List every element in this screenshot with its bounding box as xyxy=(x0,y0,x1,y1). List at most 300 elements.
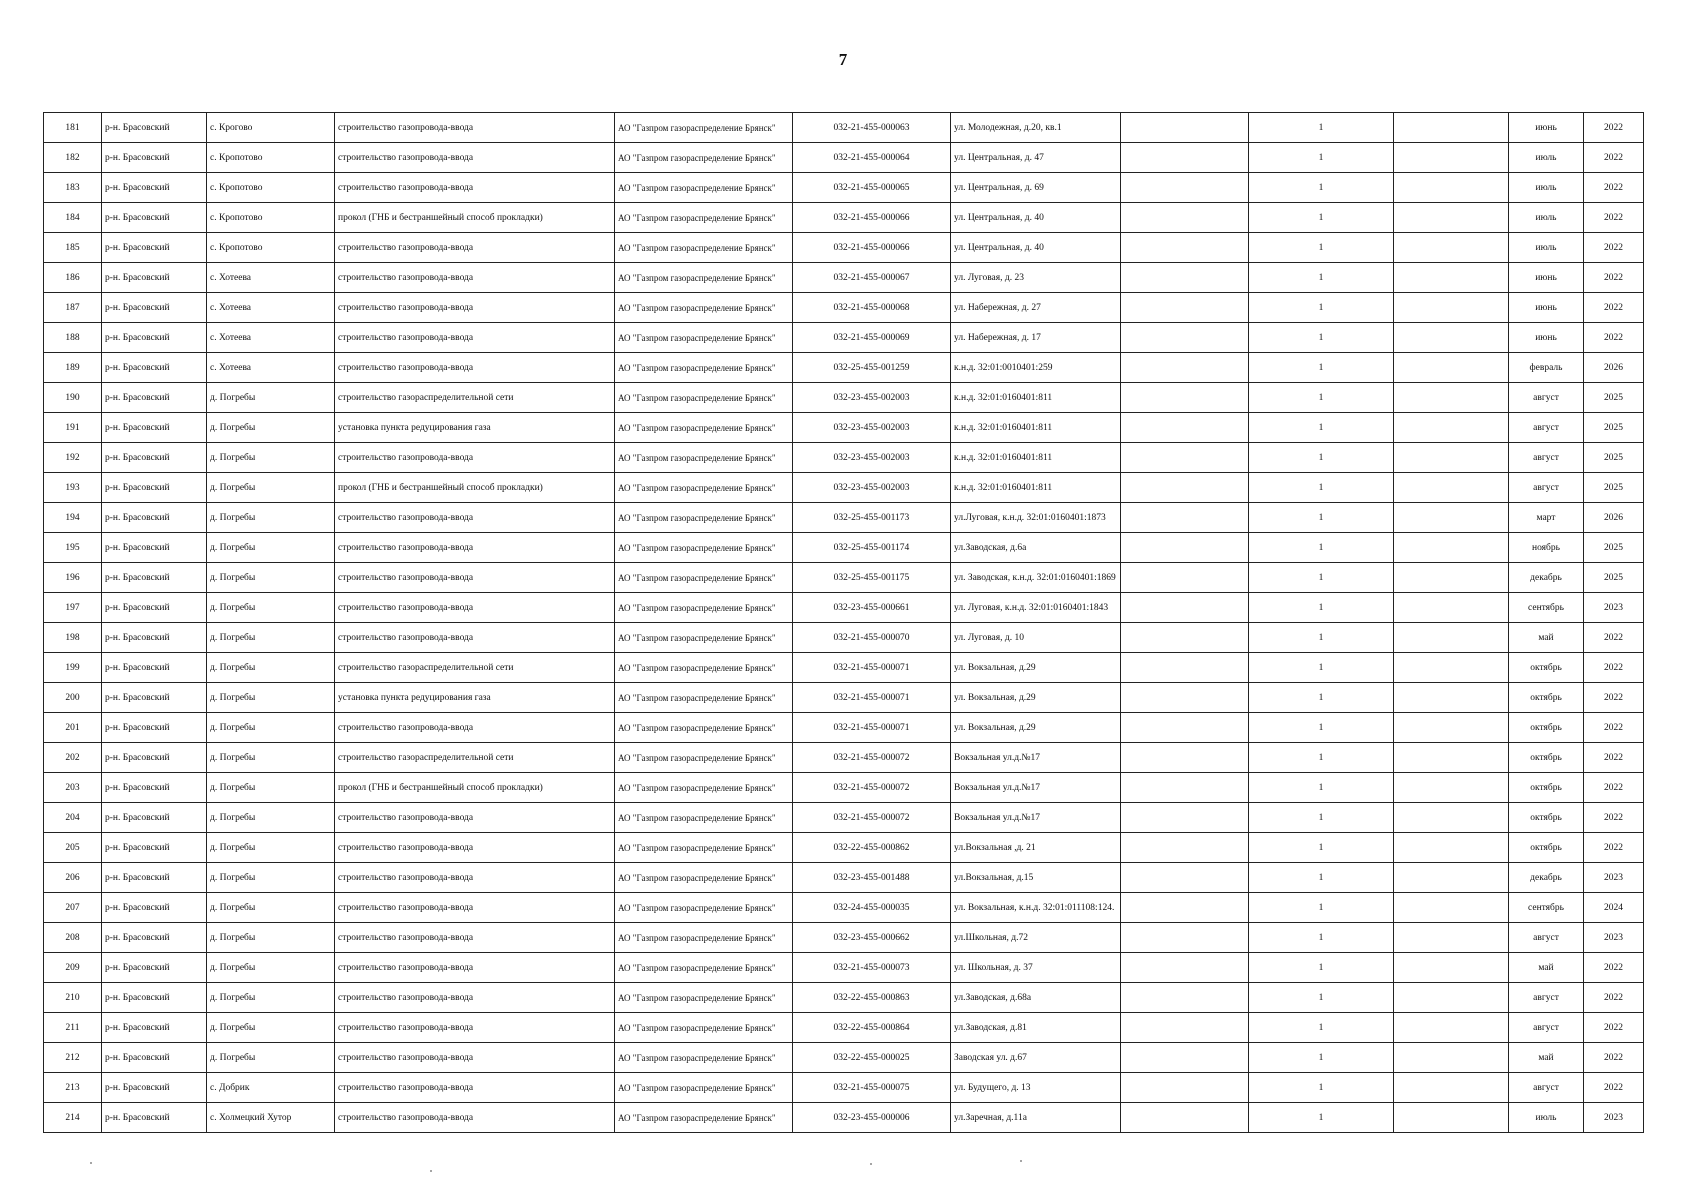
empty-cell xyxy=(1394,803,1509,833)
work-type-cell: прокол (ГНБ и бестраншейный способ прокладки) xyxy=(335,773,615,803)
year-cell: 2025 xyxy=(1584,413,1644,443)
address-cell: ул. Набережная, д. 17 xyxy=(951,323,1121,353)
locality-cell: с. Кропотово xyxy=(207,143,335,173)
empty-cell xyxy=(1394,443,1509,473)
year-cell: 2022 xyxy=(1584,833,1644,863)
empty-cell xyxy=(1121,473,1249,503)
table-row xyxy=(44,893,1644,923)
quantity-cell: 1 xyxy=(1249,503,1394,533)
table-row xyxy=(44,1073,1644,1103)
empty-cell xyxy=(1394,863,1509,893)
locality-cell: д. Погребы xyxy=(207,563,335,593)
table-row xyxy=(44,833,1644,863)
empty-cell xyxy=(1121,653,1249,683)
organization-cell: АО "Газпром газораспределение Брянск" xyxy=(615,803,793,833)
district-cell: р-н. Брасовский xyxy=(102,893,207,923)
district-cell: р-н. Брасовский xyxy=(102,593,207,623)
row-number-cell: 202 xyxy=(44,743,102,773)
work-type-cell: строительство газопровода-ввода xyxy=(335,263,615,293)
work-type-cell: строительство газопровода-ввода xyxy=(335,143,615,173)
row-number-cell: 186 xyxy=(44,263,102,293)
district-cell: р-н. Брасовский xyxy=(102,203,207,233)
address-cell: ул.Заводская, д.81 xyxy=(951,1013,1121,1043)
quantity-cell: 1 xyxy=(1249,233,1394,263)
work-type-cell: строительство газопровода-ввода xyxy=(335,833,615,863)
table-row xyxy=(44,263,1644,293)
quantity-cell: 1 xyxy=(1249,653,1394,683)
work-type-cell: прокол (ГНБ и бестраншейный способ прокладки) xyxy=(335,203,615,233)
quantity-cell: 1 xyxy=(1249,893,1394,923)
quantity-cell: 1 xyxy=(1249,293,1394,323)
month-cell: июнь xyxy=(1509,323,1584,353)
quantity-cell: 1 xyxy=(1249,473,1394,503)
month-cell: февраль xyxy=(1509,353,1584,383)
empty-cell xyxy=(1394,143,1509,173)
locality-cell: д. Погребы xyxy=(207,1043,335,1073)
organization-cell: АО "Газпром газораспределение Брянск" xyxy=(615,233,793,263)
empty-cell xyxy=(1394,113,1509,143)
table-row xyxy=(44,293,1644,323)
district-cell: р-н. Брасовский xyxy=(102,413,207,443)
quantity-cell: 1 xyxy=(1249,1043,1394,1073)
object-code-cell: 032-23-455-002003 xyxy=(793,383,951,413)
row-number-cell: 192 xyxy=(44,443,102,473)
month-cell: май xyxy=(1509,623,1584,653)
object-code-cell: 032-21-455-000066 xyxy=(793,233,951,263)
district-cell: р-н. Брасовский xyxy=(102,1103,207,1133)
empty-cell xyxy=(1394,773,1509,803)
locality-cell: д. Погребы xyxy=(207,593,335,623)
object-code-cell: 032-22-455-000863 xyxy=(793,983,951,1013)
table-row xyxy=(44,233,1644,263)
object-code-cell: 032-23-455-000006 xyxy=(793,1103,951,1133)
month-cell: август xyxy=(1509,983,1584,1013)
year-cell: 2022 xyxy=(1584,203,1644,233)
locality-cell: д. Погребы xyxy=(207,383,335,413)
address-cell: ул.Заводская, д.68а xyxy=(951,983,1121,1013)
object-code-cell: 032-22-455-000862 xyxy=(793,833,951,863)
locality-cell: д. Погребы xyxy=(207,1013,335,1043)
locality-cell: д. Погребы xyxy=(207,533,335,563)
month-cell: октябрь xyxy=(1509,743,1584,773)
organization-cell: АО "Газпром газораспределение Брянск" xyxy=(615,623,793,653)
district-cell: р-н. Брасовский xyxy=(102,923,207,953)
address-cell: к.н.д. 32:01:0160401:811 xyxy=(951,443,1121,473)
empty-cell xyxy=(1394,353,1509,383)
work-type-cell: строительство газопровода-ввода xyxy=(335,443,615,473)
locality-cell: д. Погребы xyxy=(207,773,335,803)
quantity-cell: 1 xyxy=(1249,203,1394,233)
year-cell: 2023 xyxy=(1584,923,1644,953)
address-cell: Заводская ул. д.67 xyxy=(951,1043,1121,1073)
locality-cell: д. Погребы xyxy=(207,653,335,683)
address-cell: ул. Будущего, д. 13 xyxy=(951,1073,1121,1103)
work-type-cell: строительство газопровода-ввода xyxy=(335,1013,615,1043)
table-row xyxy=(44,473,1644,503)
table-row xyxy=(44,983,1644,1013)
table-row xyxy=(44,503,1644,533)
empty-cell xyxy=(1121,1013,1249,1043)
empty-cell xyxy=(1121,893,1249,923)
organization-cell: АО "Газпром газораспределение Брянск" xyxy=(615,1013,793,1043)
work-type-cell: строительство газопровода-ввода xyxy=(335,503,615,533)
row-number-cell: 184 xyxy=(44,203,102,233)
table-row xyxy=(44,1043,1644,1073)
year-cell: 2025 xyxy=(1584,473,1644,503)
month-cell: октябрь xyxy=(1509,653,1584,683)
address-cell: ул. Луговая, д. 23 xyxy=(951,263,1121,293)
district-cell: р-н. Брасовский xyxy=(102,113,207,143)
empty-cell xyxy=(1121,233,1249,263)
district-cell: р-н. Брасовский xyxy=(102,983,207,1013)
empty-cell xyxy=(1121,713,1249,743)
work-type-cell: строительство газопровода-ввода xyxy=(335,923,615,953)
empty-cell xyxy=(1121,263,1249,293)
table-row xyxy=(44,743,1644,773)
row-number-cell: 214 xyxy=(44,1103,102,1133)
quantity-cell: 1 xyxy=(1249,803,1394,833)
quantity-cell: 1 xyxy=(1249,1013,1394,1043)
address-cell: ул. Центральная, д. 47 xyxy=(951,143,1121,173)
empty-cell xyxy=(1394,323,1509,353)
empty-cell xyxy=(1394,293,1509,323)
address-cell: ул.Заводская, д.6а xyxy=(951,533,1121,563)
locality-cell: с. Кропотово xyxy=(207,173,335,203)
empty-cell xyxy=(1394,203,1509,233)
locality-cell: д. Погребы xyxy=(207,803,335,833)
work-type-cell: строительство газопровода-ввода xyxy=(335,353,615,383)
organization-cell: АО "Газпром газораспределение Брянск" xyxy=(615,173,793,203)
row-number-cell: 210 xyxy=(44,983,102,1013)
empty-cell xyxy=(1394,1043,1509,1073)
object-code-cell: 032-23-455-002003 xyxy=(793,413,951,443)
table-row xyxy=(44,383,1644,413)
object-code-cell: 032-25-455-001174 xyxy=(793,533,951,563)
empty-cell xyxy=(1394,983,1509,1013)
table-row xyxy=(44,353,1644,383)
locality-cell: с. Хотеева xyxy=(207,353,335,383)
table-row xyxy=(44,113,1644,143)
district-cell: р-н. Брасовский xyxy=(102,863,207,893)
year-cell: 2022 xyxy=(1584,713,1644,743)
table-row xyxy=(44,1013,1644,1043)
address-cell: ул. Молодежная, д.20, кв.1 xyxy=(951,113,1121,143)
address-cell: к.н.д. 32:01:0160401:811 xyxy=(951,473,1121,503)
quantity-cell: 1 xyxy=(1249,533,1394,563)
organization-cell: АО "Газпром газораспределение Брянск" xyxy=(615,743,793,773)
month-cell: июнь xyxy=(1509,263,1584,293)
work-type-cell: прокол (ГНБ и бестраншейный способ прокладки) xyxy=(335,473,615,503)
district-cell: р-н. Брасовский xyxy=(102,953,207,983)
work-type-cell: строительство газопровода-ввода xyxy=(335,1043,615,1073)
work-type-cell: строительство газопровода-ввода xyxy=(335,173,615,203)
organization-cell: АО "Газпром газораспределение Брянск" xyxy=(615,293,793,323)
empty-cell xyxy=(1121,923,1249,953)
year-cell: 2024 xyxy=(1584,893,1644,923)
empty-cell xyxy=(1394,503,1509,533)
district-cell: р-н. Брасовский xyxy=(102,623,207,653)
object-code-cell: 032-21-455-000075 xyxy=(793,1073,951,1103)
month-cell: май xyxy=(1509,953,1584,983)
address-cell: ул. Школьная, д. 37 xyxy=(951,953,1121,983)
organization-cell: АО "Газпром газораспределение Брянск" xyxy=(615,443,793,473)
address-cell: ул. Заводская, к.н.д. 32:01:0160401:1869 xyxy=(951,563,1121,593)
empty-cell xyxy=(1121,1103,1249,1133)
locality-cell: д. Погребы xyxy=(207,713,335,743)
object-code-cell: 032-23-455-002003 xyxy=(793,473,951,503)
year-cell: 2022 xyxy=(1584,293,1644,323)
table-row xyxy=(44,773,1644,803)
object-code-cell: 032-22-455-000025 xyxy=(793,1043,951,1073)
address-cell: ул.Заречная, д.11а xyxy=(951,1103,1121,1133)
work-type-cell: установка пункта редуцирования газа xyxy=(335,683,615,713)
object-code-cell: 032-21-455-000066 xyxy=(793,203,951,233)
empty-cell xyxy=(1394,1103,1509,1133)
district-cell: р-н. Брасовский xyxy=(102,653,207,683)
table-row xyxy=(44,923,1644,953)
organization-cell: АО "Газпром газораспределение Брянск" xyxy=(615,653,793,683)
month-cell: август xyxy=(1509,443,1584,473)
year-cell: 2023 xyxy=(1584,1103,1644,1133)
year-cell: 2025 xyxy=(1584,443,1644,473)
quantity-cell: 1 xyxy=(1249,1073,1394,1103)
month-cell: май xyxy=(1509,1043,1584,1073)
work-type-cell: строительство газопровода-ввода xyxy=(335,113,615,143)
work-type-cell: строительство газопровода-ввода xyxy=(335,233,615,263)
work-type-cell: строительство газопровода-ввода xyxy=(335,803,615,833)
district-cell: р-н. Брасовский xyxy=(102,503,207,533)
quantity-cell: 1 xyxy=(1249,863,1394,893)
quantity-cell: 1 xyxy=(1249,983,1394,1013)
empty-cell xyxy=(1394,623,1509,653)
month-cell: декабрь xyxy=(1509,863,1584,893)
locality-cell: д. Погребы xyxy=(207,923,335,953)
object-code-cell: 032-21-455-000065 xyxy=(793,173,951,203)
row-number-cell: 205 xyxy=(44,833,102,863)
address-cell: Вокзальная ул.д.№17 xyxy=(951,743,1121,773)
quantity-cell: 1 xyxy=(1249,353,1394,383)
address-cell: ул.Вокзальная ,д. 21 xyxy=(951,833,1121,863)
year-cell: 2022 xyxy=(1584,983,1644,1013)
locality-cell: д. Погребы xyxy=(207,863,335,893)
row-number-cell: 195 xyxy=(44,533,102,563)
gasification-table xyxy=(43,112,1644,1133)
year-cell: 2022 xyxy=(1584,1013,1644,1043)
month-cell: октябрь xyxy=(1509,773,1584,803)
organization-cell: АО "Газпром газораспределение Брянск" xyxy=(615,113,793,143)
quantity-cell: 1 xyxy=(1249,323,1394,353)
quantity-cell: 1 xyxy=(1249,743,1394,773)
year-cell: 2022 xyxy=(1584,743,1644,773)
object-code-cell: 032-21-455-000072 xyxy=(793,803,951,833)
district-cell: р-н. Брасовский xyxy=(102,383,207,413)
empty-cell xyxy=(1121,203,1249,233)
quantity-cell: 1 xyxy=(1249,773,1394,803)
empty-cell xyxy=(1394,233,1509,263)
work-type-cell: строительство газопровода-ввода xyxy=(335,593,615,623)
address-cell: Вокзальная ул.д.№17 xyxy=(951,773,1121,803)
organization-cell: АО "Газпром газораспределение Брянск" xyxy=(615,503,793,533)
row-number-cell: 182 xyxy=(44,143,102,173)
year-cell: 2022 xyxy=(1584,773,1644,803)
organization-cell: АО "Газпром газораспределение Брянск" xyxy=(615,893,793,923)
year-cell: 2022 xyxy=(1584,623,1644,653)
district-cell: р-н. Брасовский xyxy=(102,833,207,863)
address-cell: ул. Центральная, д. 69 xyxy=(951,173,1121,203)
empty-cell xyxy=(1121,953,1249,983)
quantity-cell: 1 xyxy=(1249,173,1394,203)
quantity-cell: 1 xyxy=(1249,113,1394,143)
empty-cell xyxy=(1121,863,1249,893)
row-number-cell: 213 xyxy=(44,1073,102,1103)
locality-cell: с. Добрик xyxy=(207,1073,335,1103)
locality-cell: с. Хотеева xyxy=(207,293,335,323)
locality-cell: д. Погребы xyxy=(207,443,335,473)
month-cell: август xyxy=(1509,473,1584,503)
row-number-cell: 197 xyxy=(44,593,102,623)
district-cell: р-н. Брасовский xyxy=(102,443,207,473)
table-row xyxy=(44,563,1644,593)
empty-cell xyxy=(1121,983,1249,1013)
month-cell: сентябрь xyxy=(1509,593,1584,623)
table-row xyxy=(44,683,1644,713)
empty-cell xyxy=(1121,743,1249,773)
empty-cell xyxy=(1394,893,1509,923)
locality-cell: с. Хотеева xyxy=(207,263,335,293)
work-type-cell: строительство газораспределительной сети xyxy=(335,383,615,413)
quantity-cell: 1 xyxy=(1249,953,1394,983)
month-cell: июль xyxy=(1509,143,1584,173)
year-cell: 2022 xyxy=(1584,953,1644,983)
month-cell: август xyxy=(1509,1013,1584,1043)
month-cell: август xyxy=(1509,1073,1584,1103)
locality-cell: с. Хотеева xyxy=(207,323,335,353)
object-code-cell: 032-23-455-001488 xyxy=(793,863,951,893)
year-cell: 2026 xyxy=(1584,503,1644,533)
year-cell: 2022 xyxy=(1584,803,1644,833)
district-cell: р-н. Брасовский xyxy=(102,1073,207,1103)
year-cell: 2023 xyxy=(1584,863,1644,893)
address-cell: к.н.д. 32:01:0010401:259 xyxy=(951,353,1121,383)
row-number-cell: 188 xyxy=(44,323,102,353)
year-cell: 2022 xyxy=(1584,683,1644,713)
address-cell: ул. Луговая, д. 10 xyxy=(951,623,1121,653)
organization-cell: АО "Газпром газораспределение Брянск" xyxy=(615,533,793,563)
empty-cell xyxy=(1121,113,1249,143)
table-row xyxy=(44,173,1644,203)
empty-cell xyxy=(1121,533,1249,563)
row-number-cell: 199 xyxy=(44,653,102,683)
work-type-cell: строительство газораспределительной сети xyxy=(335,743,615,773)
year-cell: 2022 xyxy=(1584,113,1644,143)
row-number-cell: 209 xyxy=(44,953,102,983)
year-cell: 2022 xyxy=(1584,653,1644,683)
year-cell: 2022 xyxy=(1584,1043,1644,1073)
month-cell: сентябрь xyxy=(1509,893,1584,923)
table-row xyxy=(44,413,1644,443)
work-type-cell: строительство газопровода-ввода xyxy=(335,1073,615,1103)
empty-cell xyxy=(1394,833,1509,863)
table-row xyxy=(44,593,1644,623)
table-body xyxy=(44,113,1644,1133)
address-cell: ул.Луговая, к.н.д. 32:01:0160401:1873 xyxy=(951,503,1121,533)
table-row xyxy=(44,713,1644,743)
quantity-cell: 1 xyxy=(1249,593,1394,623)
empty-cell xyxy=(1121,503,1249,533)
row-number-cell: 204 xyxy=(44,803,102,833)
row-number-cell: 189 xyxy=(44,353,102,383)
district-cell: р-н. Брасовский xyxy=(102,233,207,263)
month-cell: июль xyxy=(1509,233,1584,263)
row-number-cell: 187 xyxy=(44,293,102,323)
locality-cell: д. Погребы xyxy=(207,893,335,923)
organization-cell: АО "Газпром газораспределение Брянск" xyxy=(615,953,793,983)
address-cell: к.н.д. 32:01:0160401:811 xyxy=(951,413,1121,443)
object-code-cell: 032-22-455-000864 xyxy=(793,1013,951,1043)
row-number-cell: 190 xyxy=(44,383,102,413)
row-number-cell: 181 xyxy=(44,113,102,143)
object-code-cell: 032-21-455-000072 xyxy=(793,743,951,773)
district-cell: р-н. Брасовский xyxy=(102,323,207,353)
organization-cell: АО "Газпром газораспределение Брянск" xyxy=(615,683,793,713)
empty-cell xyxy=(1121,623,1249,653)
empty-cell xyxy=(1394,473,1509,503)
object-code-cell: 032-21-455-000070 xyxy=(793,623,951,653)
organization-cell: АО "Газпром газораспределение Брянск" xyxy=(615,713,793,743)
month-cell: август xyxy=(1509,923,1584,953)
row-number-cell: 200 xyxy=(44,683,102,713)
locality-cell: д. Погребы xyxy=(207,833,335,863)
object-code-cell: 032-21-455-000063 xyxy=(793,113,951,143)
organization-cell: АО "Газпром газораспределение Брянск" xyxy=(615,383,793,413)
year-cell: 2025 xyxy=(1584,533,1644,563)
empty-cell xyxy=(1394,713,1509,743)
row-number-cell: 211 xyxy=(44,1013,102,1043)
row-number-cell: 206 xyxy=(44,863,102,893)
year-cell: 2022 xyxy=(1584,233,1644,263)
month-cell: март xyxy=(1509,503,1584,533)
table-row xyxy=(44,623,1644,653)
empty-cell xyxy=(1394,923,1509,953)
work-type-cell: строительство газопровода-ввода xyxy=(335,983,615,1013)
row-number-cell: 208 xyxy=(44,923,102,953)
organization-cell: АО "Газпром газораспределение Брянск" xyxy=(615,353,793,383)
organization-cell: АО "Газпром газораспределение Брянск" xyxy=(615,1103,793,1133)
empty-cell xyxy=(1394,263,1509,293)
organization-cell: АО "Газпром газораспределение Брянск" xyxy=(615,593,793,623)
work-type-cell: строительство газопровода-ввода xyxy=(335,953,615,983)
year-cell: 2022 xyxy=(1584,263,1644,293)
row-number-cell: 201 xyxy=(44,713,102,743)
month-cell: июнь xyxy=(1509,293,1584,323)
empty-cell xyxy=(1121,413,1249,443)
object-code-cell: 032-25-455-001173 xyxy=(793,503,951,533)
locality-cell: с. Кропотово xyxy=(207,203,335,233)
empty-cell xyxy=(1121,383,1249,413)
month-cell: июнь xyxy=(1509,113,1584,143)
work-type-cell: строительство газопровода-ввода xyxy=(335,1103,615,1133)
address-cell: ул. Вокзальная, д.29 xyxy=(951,683,1121,713)
locality-cell: д. Погребы xyxy=(207,503,335,533)
row-number-cell: 207 xyxy=(44,893,102,923)
empty-cell xyxy=(1394,683,1509,713)
row-number-cell: 183 xyxy=(44,173,102,203)
quantity-cell: 1 xyxy=(1249,833,1394,863)
address-cell: ул.Вокзальная, д.15 xyxy=(951,863,1121,893)
locality-cell: д. Погребы xyxy=(207,413,335,443)
object-code-cell: 032-21-455-000069 xyxy=(793,323,951,353)
year-cell: 2025 xyxy=(1584,383,1644,413)
